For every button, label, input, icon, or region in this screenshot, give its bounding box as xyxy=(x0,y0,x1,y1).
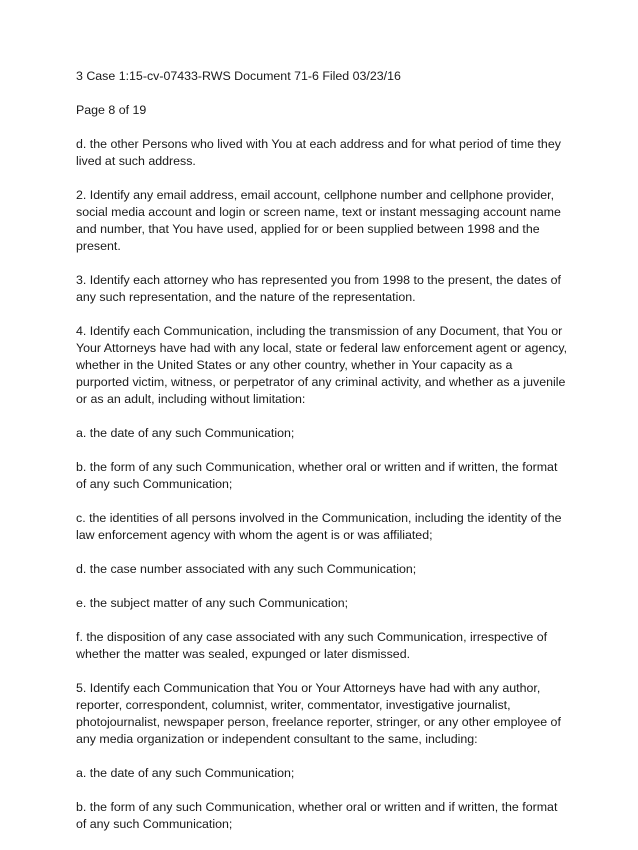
paragraph-d-other-persons: d. the other Persons who lived with You at each address and for what period of time they lived at such address. xyxy=(76,137,561,168)
paragraph-4-law-enforcement-communications: 4. Identify each Communication, including the transmission of any Document, that You or Your Attorneys have had with any local, state or federal law enforcement agent or agency, whether in the United States or any other country, whether in Your capacity as a purported victim, witness, or perpetrator of any criminal activity, and whether as a juvenile or as an adult, including without limitation: xyxy=(76,324,568,406)
paragraph-4e-subject-matter: e. the subject matter of any such Communication; xyxy=(76,596,349,610)
paragraph-4a-date: a. the date of any such Communication; xyxy=(76,426,295,440)
paragraph-5a-date: a. the date of any such Communication; xyxy=(76,766,295,780)
paragraph-4c-identities: c. the identities of all persons involved in the Communication, including the identity of the law enforcement agency with whom the agent is or was affiliated; xyxy=(76,511,562,542)
paragraph-2-identify-accounts: 2. Identify any email address, email account, cellphone number and cellphone provider, social media account and login or screen name, text or instant messaging account name and number, that You have used, applied for or been supplied between 1998 and the present. xyxy=(76,188,561,253)
paragraph-5-media-communications: 5. Identify each Communication that You or Your Attorneys have had with any author, reporter, correspondent, columnist, writer, commentator, investigative journalist, photojournalist, newspaper person, freelance reporter, stringer, or any other employee of any media organization or independent consultant to the same, including: xyxy=(76,681,561,746)
paragraph-4d-case-number: d. the case number associated with any such Communication; xyxy=(76,562,417,576)
paragraph-4b-form: b. the form of any such Communication, whether oral or written and if written, the format of any such Communication; xyxy=(76,460,558,491)
page-number-line: Page 8 of 19 xyxy=(76,103,147,117)
paragraph-3-identify-attorneys: 3. Identify each attorney who has represented you from 1998 to the present, the dates of any such representation, and the nature of the representation. xyxy=(76,273,561,304)
paragraph-4f-disposition: f. the disposition of any case associated with any such Communication, irrespective of whether the matter was sealed, expunged or later dismissed. xyxy=(76,630,548,661)
paragraph-5b-form: b. the form of any such Communication, whether oral or written and if written, the format of any such Communication; xyxy=(76,800,558,831)
case-header-line: 3 Case 1:15-cv-07433-RWS Document 71-6 Filed 03/23/16 xyxy=(76,69,401,83)
document-body xyxy=(76,68,568,850)
